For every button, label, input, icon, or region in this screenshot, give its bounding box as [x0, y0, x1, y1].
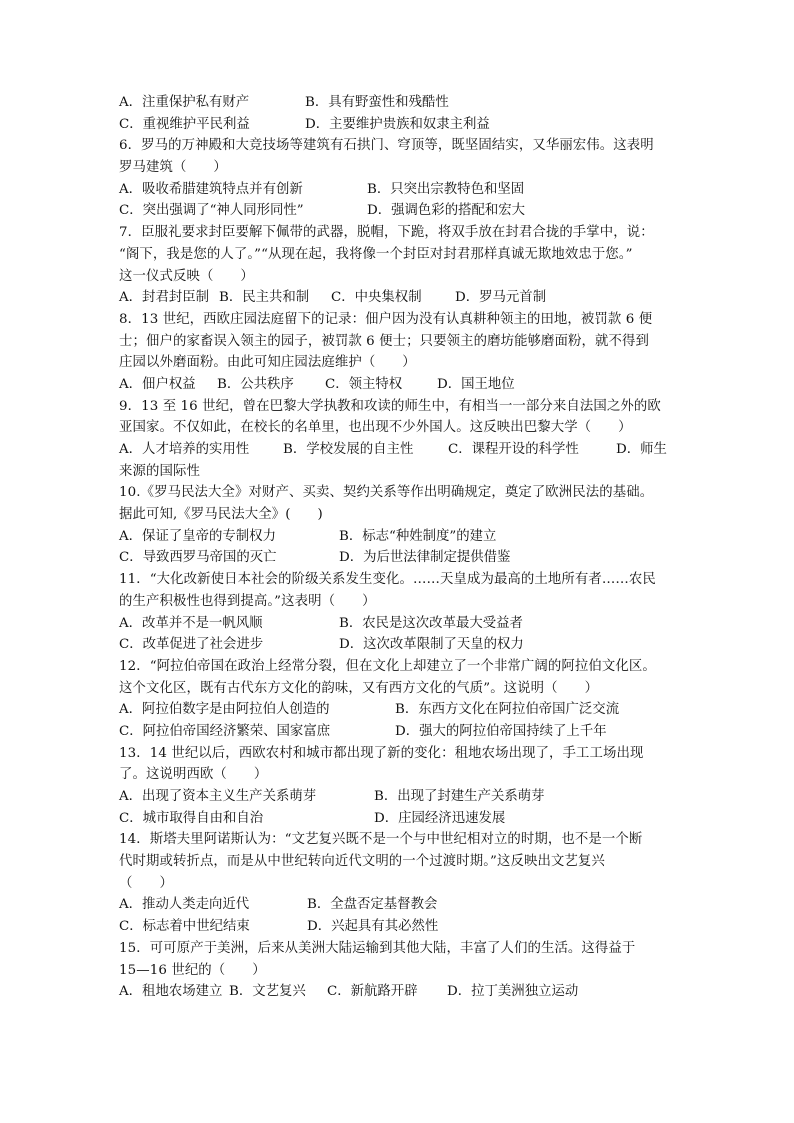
q15-options-row [119, 981, 679, 1003]
q14-stem-line-3: （ ） [119, 875, 173, 891]
q15-option-b: B．文艺复兴 [229, 984, 306, 1000]
q6-option-d: D．强调色彩的搭配和宏大 [367, 203, 526, 219]
q11-option-d: D．这次改革限制了天皇的权力 [339, 637, 524, 653]
q13-options-row-1 [119, 786, 679, 808]
q14-options-row-1 [119, 894, 679, 916]
q9-option-b: B．学校发展的自主性 [283, 442, 414, 457]
q8-option-a: A．佃户权益 [119, 376, 196, 392]
q13-option-a: A．出现了资本主义生产关系萌芽 [119, 789, 317, 804]
q15-stem-line-2: 15—16 世纪的（ ） [119, 962, 266, 978]
q8-options-row [119, 374, 679, 396]
q9-stem-line-1: 9．13 至 16 世纪，曾在巴黎大学执教和攻读的师生中，有相当一一部分来自法国之外的欧 [119, 398, 661, 414]
q8-stem-line-3: 庄园以外磨面粉。由此可知庄园法庭维护（ ） [119, 355, 416, 371]
q9-option-d-continued: 来源的国际性 [119, 463, 200, 479]
q13-option-d: D．庄园经济迅速发展 [374, 810, 506, 826]
q9-option-a: A．人才培养的实用性 [119, 442, 250, 457]
q11-stem-line-1: 11．“大化改新使日本社会的阶级关系发生变化。……天皇成为最高的土地所有者……农民 [119, 572, 656, 588]
q6-option-b: B．只突出宗教特色和坚固 [367, 181, 525, 197]
q14-option-d: D．兴起具有其必然性 [307, 919, 439, 935]
q7-option-c: C．中央集权制 [331, 290, 422, 306]
q10-option-c: C．导致西罗马帝国的灭亡 [119, 550, 277, 566]
q12-option-b: B．东西方文化在阿拉伯帝国广泛交流 [395, 702, 620, 718]
q12-stem-line-2: 这个文化区，既有古代东方文化的韵味，又有西方文化的气质”。这说明（ ） [119, 680, 599, 696]
q6-option-a: A．吸收希腊建筑特点并有创新 [119, 181, 303, 197]
q6-option-c: C．突出强调了“神人同形同性” [119, 203, 304, 219]
exam-page [119, 92, 679, 1003]
q14-option-a: A．推动人类走向近代 [119, 897, 250, 913]
q14-option-c: C．标志着中世纪结束 [119, 919, 250, 935]
q8-stem-line-2: 士；佃户的家畜误入领主的园子，被罚款 6 便士；只要领主的磨坊能够磨面粉，就不得到 [119, 333, 649, 349]
q8-stem-line-1: 8．13 世纪，西欧庄园法庭留下的记录：佃户因为没有认真耕种领主的田地，被罚款 6 便 [119, 311, 653, 327]
q10-option-b: B．标志“种姓制度”的建立 [339, 528, 497, 544]
q9-options-row [119, 439, 679, 461]
q13-options-row-2 [119, 808, 679, 830]
q7-stem-line-3: 这一仪式反映（ ） [119, 268, 254, 284]
q5-option-b: B．具有野蛮性和残酷性 [305, 95, 449, 110]
q10-options-row-1 [119, 526, 679, 548]
q12-stem-line-1: 12．“阿拉伯帝国在政治上经常分裂，但在文化上却建立了一个非常广阔的阿拉伯文化区。 [119, 658, 656, 674]
q8-option-b: B．公共秩序 [217, 376, 294, 392]
q12-option-c: C．阿拉伯帝国经济繁荣、国家富庶 [119, 723, 331, 739]
q13-stem-line-2: 了。这说明西欧（ ） [119, 767, 268, 783]
q14-stem-line-2: 代时期或转折点，而是从中世纪转向近代文明的一个过渡时期。”这反映出文艺复兴 [119, 854, 605, 870]
q8-option-d: D．国王地位 [437, 376, 515, 392]
q12-options-row-1 [119, 699, 679, 721]
q13-option-b: B．出现了封建生产关系萌芽 [374, 789, 545, 804]
q7-stem-line-2: “阁下，我是您的人了。”“从现在起，我将像一个封臣对封君那样真诚无欺地效忠于您。” [119, 246, 633, 262]
q15-option-d: D．拉丁美洲独立运动 [447, 984, 579, 1000]
q11-option-b: B．农民是这次改革最大受益者 [339, 615, 523, 631]
q11-option-a: A．改革并不是一帆风顺 [119, 615, 263, 631]
q10-option-d: D．为后世法律制定提供借鉴 [339, 550, 511, 566]
q15-option-a: A．租地农场建立 [119, 984, 223, 1000]
q12-options-row-2 [119, 721, 679, 743]
q7-stem-line-1: 7．臣服礼要求封臣要解下佩带的武器，脱帽，下跪，将双手放在封君合拢的手掌中，说： [119, 225, 654, 241]
q6-stem-line-2: 罗马建筑（ ） [119, 160, 227, 176]
q11-stem-line-2: 的生产积极性也得到提高。”这表明（ ） [119, 593, 376, 609]
q5-option-c: C．重视维护平民利益 [119, 116, 250, 132]
q7-option-b: B．民主共和制 [219, 290, 310, 306]
q10-option-a: A．保证了皇帝的专制权力 [119, 528, 276, 544]
q11-option-c: C．改革促进了社会进步 [119, 637, 264, 653]
q14-option-b: B．全盘否定基督教会 [307, 897, 438, 913]
q7-option-a: A．封君封臣制 [119, 290, 210, 306]
q6-options-row-2 [119, 200, 679, 222]
q5-option-d: D．主要维护贵族和奴隶主利益 [305, 116, 490, 132]
q9-stem-line-2: 亚国家。不仅如此，在校长的名单里，也出现不少外国人。这反映出巴黎大学（ ） [119, 420, 632, 436]
q12-option-d: D．强大的阿拉伯帝国持续了上千年 [395, 723, 607, 739]
q5-options-row-1 [119, 92, 679, 114]
q10-stem-line-2: 据此可知,《罗马民法大全》( ) [119, 507, 323, 523]
q7-options-row [119, 287, 679, 309]
q14-stem-line-1: 14．斯塔夫里阿诺斯认为：“文艺复兴既不是一个与中世纪相对立的时期，也不是一个断 [119, 832, 643, 848]
q12-option-a: A．阿拉伯数字是由阿拉伯人创造的 [119, 702, 330, 718]
q15-option-c: C．新航路开辟 [327, 984, 418, 1000]
q15-stem-line-1: 15．可可原产于美洲，后来从美洲大陆运输到其他大陆，丰富了人们的生活。这得益于 [119, 940, 636, 956]
q9-option-d: D．师生 [616, 442, 667, 457]
q11-options-row-1 [119, 613, 679, 635]
q5-options-row-2 [119, 114, 679, 136]
q7-option-d: D．罗马元首制 [455, 290, 547, 306]
q10-options-row-2 [119, 547, 679, 569]
q13-option-c: C．城市取得自由和自治 [119, 810, 264, 826]
q10-stem-line-1: 10.《罗马民法大全》对财产、买卖、契约关系等作出明确规定，奠定了欧洲民法的基础。 [119, 485, 654, 501]
q13-stem-line-1: 13．14 世纪以后，西欧农村和城市都出现了新的变化：租地农场出现了，手工工场出现 [119, 745, 644, 761]
q5-option-a: A．注重保护私有财产 [119, 95, 250, 110]
q6-stem-line-1: 6．罗马的万神殿和大竞技场等建筑有石拱门、穹顶等，既坚固结实，又华丽宏伟。这表明 [119, 138, 654, 154]
q8-option-c: C．领主特权 [325, 376, 403, 392]
q9-option-c: C．课程开设的科学性 [448, 442, 579, 457]
q14-options-row-2 [119, 916, 679, 938]
q6-options-row-1 [119, 179, 679, 201]
q11-options-row-2 [119, 634, 679, 656]
